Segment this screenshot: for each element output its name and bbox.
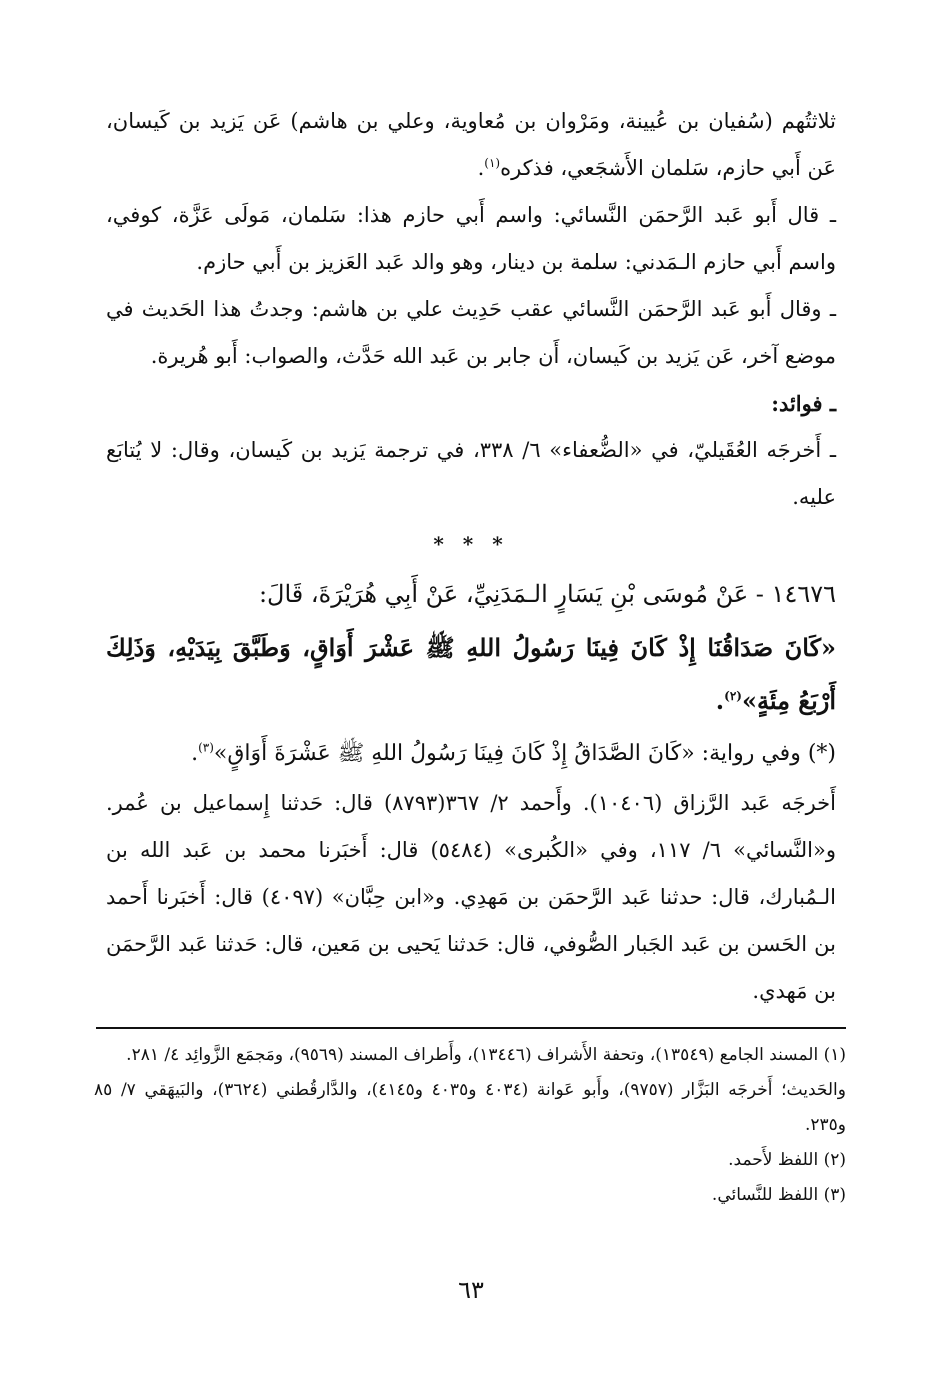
- hadith-variant-body: (*) وفي رواية: «كَانَ الصَّدَاقُ إِذْ كَانَ فِينَا رَسُولُ اللهِ ﷺ عَشْرَةَ أَوَاقٍ»: [213, 741, 836, 766]
- paragraph-chain-end: .: [477, 156, 485, 180]
- paragraph-chain: [106, 98, 836, 192]
- footnote-3: (٣) اللفظ للنَّسائي.: [711, 1185, 846, 1205]
- footnote-ref-2: (٢): [724, 689, 742, 703]
- benefits-heading: ـ فوائد:: [771, 391, 836, 416]
- footnote-1-continuation: والحَديث؛ أَخرجَه البَزَّار (٩٧٥٧)، وأَبو عَوانة (٤٠٣٤ و٤٠٣٥ و٤١٤٥)، والدَّارقُطني (٣٦٢٤)، والبَيهَقي ٧/ ٨٥ و٢٣٥.: [94, 1080, 846, 1135]
- paragraph-nasai-note: ـ قال أَبو عَبد الرَّحمَن النَّسائي: واسم أَبي حازم هذا: سَلمان، مَولَى عَزَّة، كوفي، واسم أَبي حازم الـمَدني: سلمة بن دينار، وهو والد عَبد العَزيز بن أَبي حازم.: [106, 203, 836, 274]
- paragraph-takhrij: أَخرجَه عَبد الرَّزاق (١٠٤٠٦). وأَحمد ٢/ ٣٦٧(٨٧٩٣) قال: حَدثنا إِسماعيل بن عُمر. و«النَّسائي» ٦/ ١١٧، وفي «الكُبرى» (٥٤٨٤) قال: أَخبَرنا محمد بن عَبد الله بن الـمُبارك، قال: حدثنا عَبد الرَّحمَن بن مَهدِي. و«ابن حِبَّان» (٤٠٩٧) قال: أَخبَرنا أَحمد بن الحَسن بن عَبد الجَبار الصُّوفي، قال: حَدثنا يَحيى بن مَعين، قال: حَدثنا عَبد الرَّحمَن بن مَهدي.: [106, 791, 837, 1003]
- footnotes: [94, 1038, 846, 1213]
- paragraph-uqayli: ـ أَخرجَه العُقَيليّ، في «الضُّعفاء» ٦/ ٣٣٨، في ترجمة يَزيد بن كَيسان، وقال: لا يُتابَع عليه.: [106, 438, 836, 509]
- paragraph-chain-text: ثلاثتُهم (سُفيان بن عُيينة، ومَرْوان بن مُعاوية، وعلي بن هاشم) عَن يَزيد بن كَيسان، عَن أَبي حازم، سَلمان الأَشجَعي، فذكره: [106, 109, 836, 180]
- footnote-1: (١) المسند الجامع (١٣٥٤٩)، وتحفة الأَشراف (١٣٤٤٦)، وأَطراف المسند (٩٥٦٩)، ومَجمَع الزَّوائِد ٤/ ٢٨١.: [126, 1045, 846, 1065]
- section-separator: * * *: [433, 532, 509, 556]
- footnote-ref-1: (١): [484, 156, 501, 170]
- hadith-variant: [106, 727, 836, 780]
- hadith-intro: ١٤٦٧٦ - عَنْ مُوسَى بْنِ يَسَارٍ الـمَدَنِيِّ، عَنْ أَبِي هُرَيْرَةَ، قَالَ:: [258, 580, 836, 608]
- hadith-text-end: .: [715, 686, 725, 715]
- main-text: [106, 98, 836, 1015]
- paragraph-nasai-comment: ـ وقال أَبو عَبد الرَّحمَن النَّسائي عقب حَدِيث علي بن هاشم: وجدتُ هذا الحَديث في موضع آخر، عَن يَزيد بن كَيسان، أَن جابر بن عَبد الله حَدَّث، والصواب: أَبو هُريرة.: [106, 297, 836, 368]
- footnote-ref-3: (٣): [198, 740, 214, 755]
- page-number: ٦٣: [458, 1276, 484, 1304]
- hadith-text: [106, 621, 836, 727]
- footnote-divider: [96, 1027, 846, 1029]
- footnote-2: (٢) اللفظ لأَحمد.: [728, 1150, 846, 1170]
- hadith-variant-end: .: [191, 741, 199, 766]
- hadith-text-body: «كَانَ صَدَاقُنَا إِذْ كَانَ فِينَا رَسُولُ اللهِ ﷺ عَشْرَ أَوَاقٍ، وَطَبَّقَ بِيَدَيْهِ، وَذَلِكَ أَرْبَعُ مِئَةٍ»: [106, 633, 836, 715]
